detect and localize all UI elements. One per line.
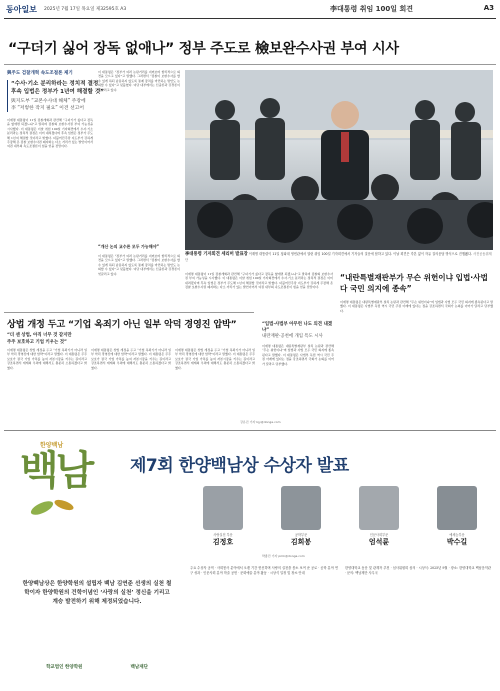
sponsor-baeknam: 백남재단 [130, 665, 148, 670]
right-story-text-2: 이재명 대통령은 내란특별재판부 설치 논란과 관련해 “무슨 위헌이냐”며 입법과 사법 모두 국민 의지에 종속된다고 말했다. 이 대통령은 사법부 독립 역시 국민 주권 아래에 있다는 점을 강조하면서 국회가 논의를 이어가 달라고 당부했다. [262, 344, 334, 366]
winner-portrait [359, 486, 399, 530]
mid-subhead-2: 주주 보호하고 기업 키우는 것” [7, 340, 67, 345]
details-right-text: 한양대학교 동문 및 관계자 추천 · 심사위원회 심의 · 시상식: 2025년 9월 · 장소: 한양대학교 백남음악관 · 문의: 백남재단 사무국 [345, 566, 491, 575]
mid-body-col-2: 이재명 대통령은 상법 개정을 두고 “기업 옥죄기가 아니라 일부 악덕 경영진에 대한 압박”이라고 말했다. 이 대통령은 주주 보호가 결국 기업 가치를 높여 자본시장을 키우는 길이라고 강조하면서 재계의 우려에 대해서도 충분히 소통하겠다고 밝혔다. [91, 348, 171, 370]
middle-body-text-2: 이 대통령은 “정부가 여러 논란거리를 지켜보며 합리적으로 의견을 모으고 있다”고 말했다. 그러면서 “검찰이 보완수사를 할 수 있게 하되 남용하지 않도록 통제 장치를 마련하는 방안도 논의할 수 있다”고 덧붙였다. 여당 내부에서는 신중론과 강경론이 엇갈리고 있다. [98, 254, 180, 276]
winner-3 [346, 486, 412, 556]
winner-2 [268, 486, 334, 556]
middle-body-text: 이 대통령은 “정부가 여러 논란거리를 지켜보며 합리적으로 의견을 모으고 있다”고 말했다. 그러면서 “검찰이 보완수사를 할 수 있게 하되 남용하지 않도록 통제 장치를 마련하는 방안도 논의할 수 있다”고 덧붙였다. 여당 내부에서는 신중론과 강경론이 엇갈리고 있다. [98, 70, 180, 92]
section-divider [4, 312, 254, 313]
right-story-headline: “내란특별재판부가 무슨 위헌이냐 입법·사법 다 국민 의지에 종속” [340, 273, 488, 293]
mid-story-headline: 상법 개정 두고 “기업 옥죄기 아닌 일부 악덕 경영진 압박” [7, 319, 237, 330]
news-photo [185, 70, 493, 250]
mid-story-body [7, 348, 257, 420]
center-body-text: 이재명 대통령이 11일 검찰개혁과 관련해 “구더기가 싫다고 장독을 없애면 되겠느냐”고 말하며 검찰의 보완수사권 부여 가능성을 시사했다. 이 대통령은 이날 취임 100일 기자회견에서 수사·기소 분리라는 정치적 결정은 이미 내려졌다며 후속 입법은 정부가 주도해 1년여 해결할 것이라고 밝혔다. 더불어민주당 지도부가 강하게 주장해 온 검찰 보완수사권 폐지와는 다소 거리가 있는 발언이어서 여권 내부의 속도조절론이 힘을 얻을 전망이다. [185, 272, 333, 290]
details-left-text: 주요 수상자 공적 · 사회봉사 분야에서 오랜 기간 헌신하며 사랑의 실천을 몸소 보여 준 공로 · 공학 분야 연구 성과 · 인문사회 분야 학술 공헌 · 문화예술 분야 활동 · 시상식 일정 및 장소 안내 [190, 566, 338, 575]
subhead-3: 與지도부 “교본수사대 해체” 주장에 [11, 99, 86, 104]
subhead-1: “수사·기소 분리하라는 정치적 결정 [11, 81, 99, 87]
right-byline: 박종민 기자 pmk@donga.com [262, 554, 305, 558]
winner-1 [190, 486, 256, 556]
ad-details-left [190, 566, 338, 684]
winner-portrait [203, 486, 243, 530]
mid-story-subheads [7, 332, 93, 346]
winners-row [190, 486, 490, 556]
masthead-rule [4, 18, 496, 19]
sponsor-hanyang: 학교법인 한양학원 [46, 665, 83, 670]
winner-name: 박수길 [446, 538, 468, 546]
mid-body-col-3: 이재명 대통령은 상법 개정을 두고 “기업 옥죄기가 아니라 일부 악덕 경영진에 대한 압박”이라고 말했다. 이 대통령은 주주 보호가 결국 기업 가치를 높여 자본시장을 키우는 길이라고 강조하면서 재계의 우려에 대해서도 충분히 소통하겠다고 밝혔다. [175, 348, 255, 370]
ad-title: 제7회 한양백남상 수상자 발표 [130, 456, 349, 476]
subhead-2: 후속 입법은 정부가 1년여 해결할 것” [11, 89, 104, 95]
ad-logo-block [20, 440, 100, 550]
ad-sponsors [22, 664, 172, 670]
date-line: 2025년 7월 17일 목요일 제32595호 A3 [44, 7, 127, 12]
main-headline: “구더기 싫어 장독 없애나” 정부 주도로 檢보완수사권 부여 시사 [8, 41, 399, 57]
headline-rule [4, 64, 496, 65]
ad-logo-big: 백남 [20, 447, 92, 494]
subhead-4: 李 “저렇한 작지 필요” 이견 선고어 [11, 106, 84, 111]
press-conference-illustration [185, 70, 493, 250]
winner-field: 사랑실천 부문 [213, 533, 233, 537]
winner-portrait [281, 486, 321, 530]
photo-caption [185, 252, 493, 268]
ad-details-right [345, 566, 491, 684]
winner-field: 공학부문 [294, 533, 308, 537]
caption-title: 李대통령 기자회견 세리머 발표장 [185, 252, 248, 257]
left-body-text: 이재명 대통령이 11일 검찰개혁과 관련해 “구더기가 싫다고 장독을 없애면 되겠느냐”고 말하며 검찰의 보완수사권 부여 가능성을 시사했다. 이 대통령은 이날 취임 100일 기자회견에서 수사·기소 분리라는 정치적 결정은 이미 내려졌다며 후속 입법은 정부가 주도해 1년여 해결할 것이라고 밝혔다. 더불어민주당 지도부가 강하게 주장해 온 검찰 보완수사권 폐지와는 다소 거리가 있는 발언이어서 여권 내부의 속도조절론이 힘을 얻을 전망이다. [7, 118, 93, 149]
leaf-icon [20, 493, 100, 523]
middle-subhead: “개산 논의 교수론 모두 가능해야” [98, 244, 160, 249]
page-number: A3 [483, 4, 494, 12]
winner-field: 예체능부문 [449, 533, 465, 537]
winner-name: 김희봉 [290, 538, 312, 546]
caption-body: 이재명 대통령이 11일 청와대 영빈관에서 열린 취임 100일 기자회견에서 기자들의 질문에 답하고 있다. 이날 회견은 각본 없이 자유 질의응답 방식으로 진행됐다. [248, 252, 473, 256]
ad-tagline: 한양백남상은 한양학원의 설립자 백남 김연준 선생의 실천 철학이자 한양학원의 건학이념인 ‘사랑의 실천’ 정신을 기리고 계승 발전하기 위해 제정되었습니다. [22, 581, 172, 605]
section-title: 李대통령 취임 100일 회견 [330, 5, 414, 13]
left-column [7, 70, 104, 306]
right-subhead-1: “입법·사법부 아무런 나도 의견 내겠냐” [262, 322, 333, 333]
winner-name: 엄석륜 [368, 538, 390, 546]
winner-portrait [437, 486, 477, 530]
mid-byline: 강유진 기자 kjy@donga.com [240, 420, 281, 424]
winner-4 [424, 486, 490, 556]
ad-logo-small: 한양백남 [40, 442, 64, 449]
photo-credit: 사진공동취재단 [185, 252, 492, 262]
winner-field: 인문사회부문 [369, 533, 389, 537]
right-subhead-2: 내란재판·공천에 개입 특도 시사 [262, 334, 323, 339]
masthead [0, 0, 500, 22]
kicker: 與주도 검찰개혁 속도조절론 제기 [7, 71, 73, 76]
right-story-text: 이재명 대통령은 내란특별재판부 설치 논란과 관련해 “무슨 위헌이냐”며 입법과 사법 모두 국민 의지에 종속된다고 말했다. 이 대통령은 사법부 독립 역시 국민 주권 아래에 있다는 점을 강조하면서 국회가 논의를 이어가 달라고 당부했다. [340, 300, 493, 313]
winner-name: 김정호 [212, 538, 234, 546]
middle-column [98, 70, 180, 306]
mid-body-col-1: 이재명 대통령은 상법 개정을 두고 “기업 옥죄기가 아니라 일부 악덕 경영진에 대한 압박”이라고 말했다. 이 대통령은 주주 보호가 결국 기업 가치를 높여 자본시장을 키우는 길이라고 강조하면서 재계의 우려에 대해서도 충분히 소통하겠다고 밝혔다. [7, 348, 87, 370]
newspaper-logo: 동아일보 [6, 4, 37, 14]
subheads [7, 80, 104, 112]
mid-subhead-1: “더 센 상법, 아직 너무 것 같지만 [7, 333, 72, 338]
